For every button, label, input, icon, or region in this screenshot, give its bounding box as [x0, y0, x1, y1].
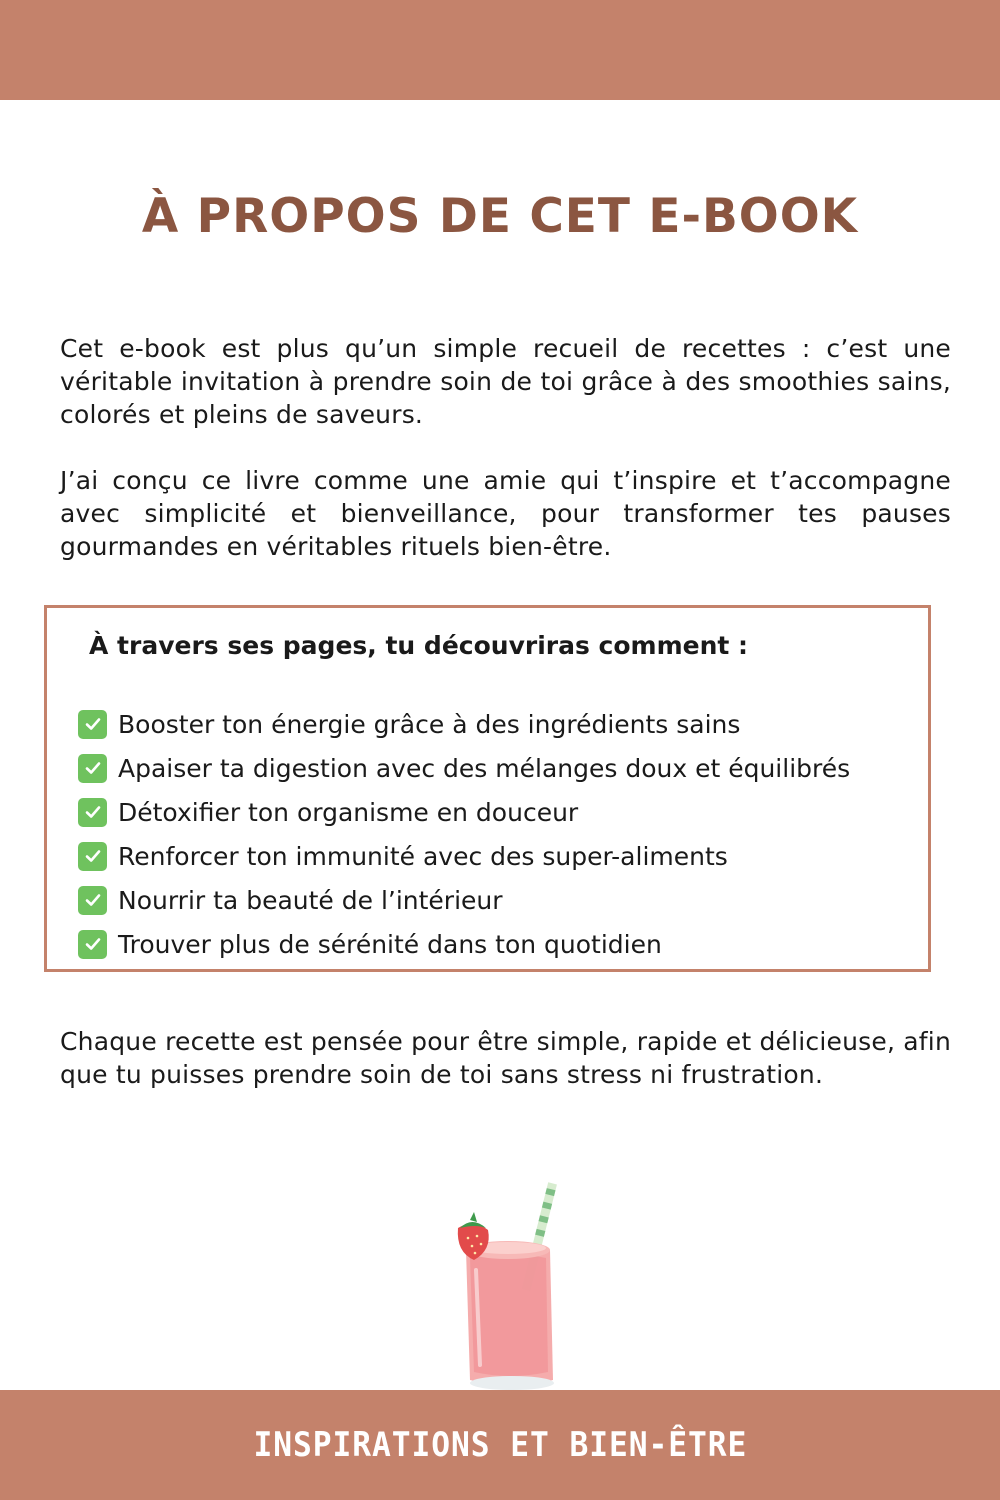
footer-title: INSPIRATIONS ET BIEN-ÊTRE: [253, 1425, 747, 1465]
benefit-label: Nourrir ta beauté de l’intérieur: [118, 885, 503, 915]
benefit-label: Renforcer ton immunité avec des super-aliments: [118, 841, 728, 871]
list-item: [78, 922, 850, 966]
benefits-box: [44, 605, 931, 972]
benefit-label: Apaiser ta digestion avec des mélanges doux et équilibrés: [118, 753, 851, 783]
check-mark-icon: [78, 930, 107, 959]
concept-paragraph: J’ai conçu ce livre comme une amie qui t’inspire et t’accompagne avec simplicité et bienveillance, pour transformer tes pauses gourmandes en véritables rituels bien-être.: [60, 466, 951, 561]
top-band: [0, 0, 1000, 100]
list-item: [78, 878, 850, 922]
closing-paragraph: Chaque recette est pensée pour être simple, rapide et délicieuse, afin que tu puisses prendre soin de toi sans stress ni frustration.: [60, 1027, 951, 1089]
benefit-label: Booster ton énergie grâce à des ingrédients sains: [118, 709, 741, 739]
strawberry-smoothie-icon: [440, 1180, 570, 1395]
check-mark-icon: [78, 886, 107, 915]
list-item: [78, 790, 850, 834]
page-title: À PROPOS DE CET E-BOOK: [141, 189, 859, 244]
list-item: [78, 746, 850, 790]
intro-paragraph: Cet e-book est plus qu’un simple recueil de recettes : c’est une véritable invitation à prendre soin de toi grâce à des smoothies sains, colorés et pleins de saveurs.: [60, 334, 951, 429]
check-mark-icon: [78, 842, 107, 871]
benefit-label: Trouver plus de sérénité dans ton quotidien: [118, 929, 662, 959]
benefits-heading: À travers ses pages, tu découvriras comment :: [89, 631, 749, 660]
list-item: [78, 702, 850, 746]
check-mark-icon: [78, 798, 107, 827]
check-mark-icon: [78, 754, 107, 783]
footer-band: [0, 1390, 1000, 1500]
benefit-label: Détoxifier ton organisme en douceur: [118, 797, 579, 827]
list-item: [78, 834, 850, 878]
check-mark-icon: [78, 710, 107, 739]
benefits-list: [78, 702, 850, 966]
